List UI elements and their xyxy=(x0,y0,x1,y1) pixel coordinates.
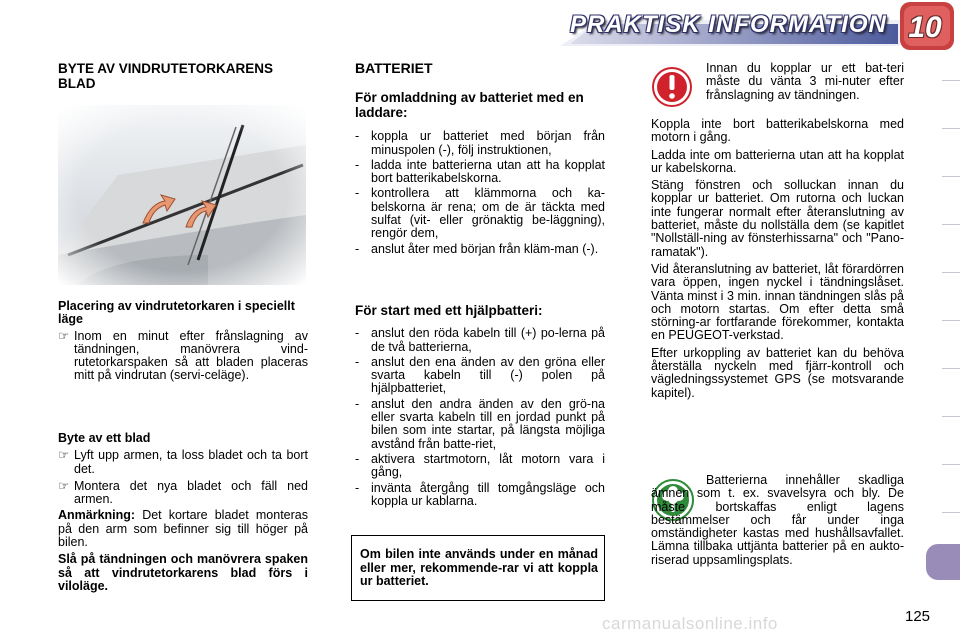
battery-note: Ladda inte om batterierna utan att ha kopplat ur kabelskorna. xyxy=(651,147,904,175)
environment-block xyxy=(651,474,904,571)
wiper-section xyxy=(58,62,308,91)
chapter-tabs xyxy=(928,70,960,610)
wiper-replace-list xyxy=(58,449,308,506)
chapter-number: 10 xyxy=(908,11,942,44)
page-header-title: PRAKTISK INFORMATION xyxy=(570,11,887,38)
chapter-tab[interactable] xyxy=(942,176,960,177)
chapter-tab[interactable] xyxy=(942,224,960,225)
list-item: - kontrollera att klämmorna och ka-belskorna är rena; om de är täckta med sulfat (vit- eller grönaktig be-läggning), rengör dem, xyxy=(355,186,605,241)
list-item: - aktivera startmotorn, låt motorn vara i gång, xyxy=(355,451,605,480)
wiper-final-instruction: Slå på tändningen och manövrera spaken så att vindrutetorkarens blad förs i viloläge. xyxy=(58,552,308,593)
exclamation-warning-icon xyxy=(652,64,692,110)
list-item: - koppla ur batteriet med början från minuspolen (-), följ instruktionen, xyxy=(355,129,605,157)
battery-note: Efter urkoppling av batteriet kan du behöva återställa nyckeln med fjärr-kontroll och vägledningssystemet GPS (se motsvarande kapitel). xyxy=(651,345,904,400)
chapter-tab[interactable] xyxy=(942,320,960,321)
charger-steps xyxy=(355,130,605,256)
list-item: - anslut den andra änden av den grö-na eller svarta kabeln till en jordad punkt på bilen som inte startar, på längsta möjliga avstånd från batte-riet, xyxy=(355,396,605,451)
jump-start-section xyxy=(355,304,605,510)
wiper-position-list xyxy=(58,330,308,383)
list-item: - anslut den ena änden av den gröna eller svarta kabeln till (-) polen på hjälpbatteriet, xyxy=(355,354,605,396)
warning-text-block xyxy=(706,62,904,106)
chapter-tab[interactable] xyxy=(942,416,960,417)
chapter-tab[interactable] xyxy=(942,80,960,81)
wiper-title: BYTE AV VINDRUTETORKARENS BLAD xyxy=(58,61,274,91)
storage-notice-box: Om bilen inte används under en månad eller mer, rekommende-rar vi att koppla ur batteriet. xyxy=(351,535,605,601)
wiper-subhead-replace: Byte av ett blad xyxy=(58,431,151,445)
list-item: - ladda inte batterierna utan att ha kopplat bort batterikabelskorna. xyxy=(355,157,605,186)
watermark: carmanualsonline.info xyxy=(602,614,778,633)
chapter-tab-active[interactable] xyxy=(926,544,960,580)
battery-subhead-jumpstart: För start med ett hjälpbatteri: xyxy=(355,303,543,318)
list-item: ☞ Montera det nya bladet och fäll ned armen. xyxy=(58,478,308,507)
wiper-note: Anmärkning: Det kortare bladet monteras på den arm som befinner sig till höger på bilen. xyxy=(58,508,308,550)
list-item: - invänta återgång till tomgångsläge och koppla ur kablarna. xyxy=(355,480,605,508)
pointing-hand-icon: ☞ xyxy=(58,328,70,343)
battery-notes xyxy=(651,118,904,404)
page-number: 125 xyxy=(905,608,931,625)
wiper-subhead-position: Placering av vindrutetorkaren i speciellt läge xyxy=(58,299,295,327)
list-item: - anslut den röda kabeln till (+) po-lerna på de två batterierna, xyxy=(355,326,605,354)
battery-subhead-charger: För omladdning av batteriet med en laddare: xyxy=(355,90,584,120)
list-item: ☞ Inom en minut efter frånslagning av tändningen, manövrera vind-rutetorkarspaken så att bladen placeras mitt på vindrutan (servi-celäge). xyxy=(58,328,308,383)
pointing-hand-icon: ☞ xyxy=(58,448,70,463)
wiper-replace-blade xyxy=(58,432,308,597)
battery-note: Stäng fönstren och solluckan innan du kopplar ur batteriet. Om rutorna och luckan inte fungerar normalt efter återanslutning av batteriet, måste du nollställa dem (se kapitlet "Nollställ-ning av fönsterhissarna" och "Pano-ramatak"). xyxy=(651,178,904,259)
list-item: - anslut åter med början från kläm-man (-). xyxy=(355,241,599,256)
chapter-tab[interactable] xyxy=(942,128,960,129)
windshield-illustration xyxy=(58,105,306,285)
battery-title: BATTERIET xyxy=(355,60,433,76)
list-item: ☞ Lyft upp armen, ta loss bladet och ta bort det. xyxy=(58,448,308,476)
warning-text: Innan du kopplar ur ett bat-teri måste du vänta 3 mi-nuter efter frånslagning av tändningen. xyxy=(706,61,904,102)
jump-start-steps xyxy=(355,327,605,508)
battery-section xyxy=(355,62,605,258)
chapter-tab[interactable] xyxy=(942,272,960,273)
chapter-tab[interactable] xyxy=(942,368,960,369)
pointing-hand-icon: ☞ xyxy=(58,478,70,493)
battery-note: Vid återanslutning av batteriet, låt förardörren vara öppen, ingen nyckel i tändningslåset. Vänta minst i 3 min. innan tändningen slås på och motorn startas. Om efter detta små störning-ar fortfarande förekommer, kontakta en PEUGEOT-verkstad. xyxy=(651,261,904,343)
chapter-tab[interactable] xyxy=(942,512,960,513)
battery-note: Koppla inte bort batterikabelskorna med motorn i gång. xyxy=(651,117,904,145)
chapter-tab[interactable] xyxy=(942,464,960,465)
wiper-service-position xyxy=(58,300,308,385)
environment-text: Batterierna innehåller skadliga ämnen som t. ex. svavelsyra och bly. De måste bortskaffas enligt lagens bestämmelser och får under inga omständigheter kastas med hushållsavfallet. Lämna tillbaka uttjänta batterier på en aukto-riserad uppsamlingsplats. xyxy=(651,473,904,567)
